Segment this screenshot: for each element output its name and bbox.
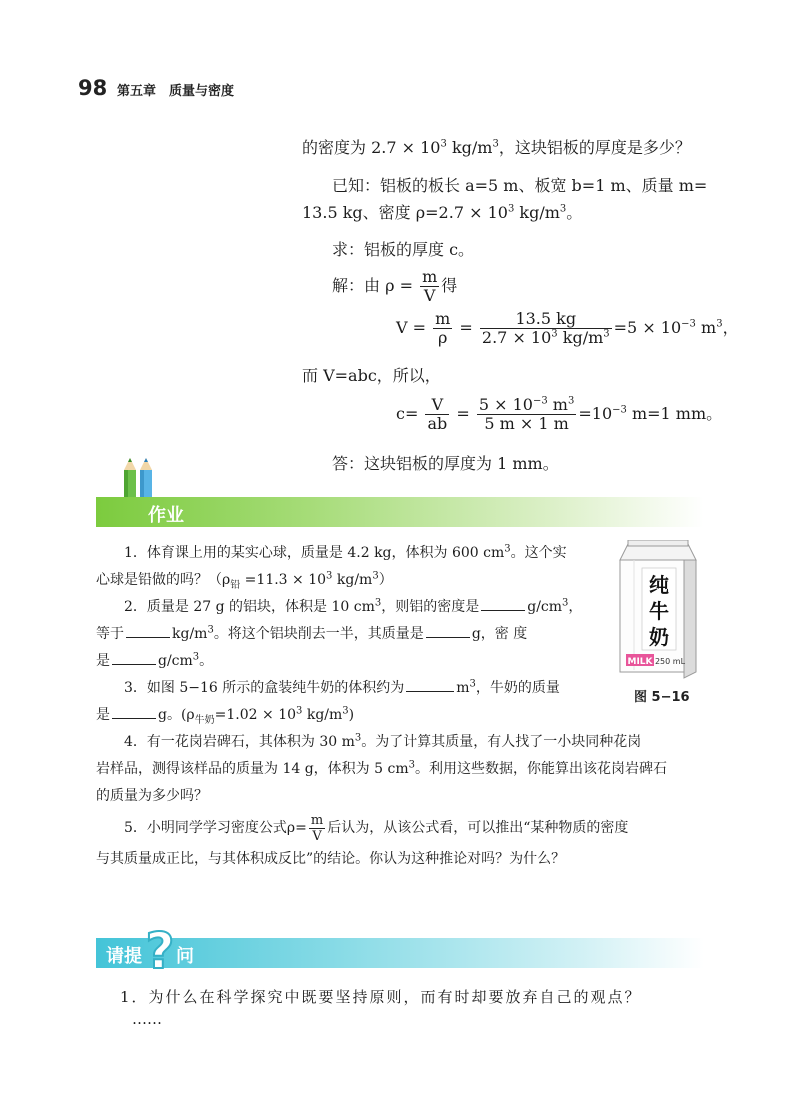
answer-blank[interactable] (112, 705, 156, 719)
homework-title: 作业 (148, 505, 184, 526)
carton-brand: MILK (627, 657, 653, 667)
ask-title-b: 问 (176, 946, 194, 967)
question-1: 1．体育课上用的某实心球，质量是 4.2 kg，体积为 600 $cm^3$。这个实 (124, 543, 567, 561)
homework-list (96, 540, 700, 873)
answer-blank[interactable] (406, 678, 454, 692)
question-4: 4．有一花岗岩碑石，其体积为 30 $m^3$。为了计算其质量，有人找了一小块同种花岗 (124, 732, 642, 750)
example-answer: 答：这块铝板的厚度为 1 mm。 (332, 454, 559, 473)
answer-blank[interactable] (426, 624, 470, 638)
carton-char-3: 奶 (649, 625, 669, 649)
question-5-cont: 与其质量成正比，与其体积成反比”的结论。你认为这种推论对吗？为什么？ (96, 851, 566, 867)
carton-char-1: 纯 (649, 573, 669, 597)
example-find: 求：铝板的厚度 c。 (332, 240, 475, 259)
answer-blank[interactable] (481, 597, 525, 611)
question-3-cont: 是 g。($\rho_{牛奶}=1.02 \times 10^3$ $kg/m^3$) (96, 705, 355, 726)
example-given-a: 已知：铝板的板长 a=5 m、板宽 b=1 m、质量 m= (332, 176, 708, 195)
answer-blank[interactable] (126, 624, 170, 638)
example-line-1: 的密度为 $2.7 \times 10^3$ $kg/m^3$，这块铝板的厚度是多少？ (302, 138, 691, 157)
equation-thickness: c= $\frac{V}{ab}$ = $\frac{5 \times 10^{-3} m^3}{5 m \times 1 m}$ $=10^{-3}$ m=1 mm。 (396, 395, 723, 433)
example-and: 而 V=abc，所以， (302, 366, 441, 385)
svg-text:?: ? (145, 922, 175, 976)
question-1-cont: 心球是铅做的吗？（$\rho_铅 =11.3 \times 10^3$ $kg/m^3$） (96, 570, 393, 591)
chapter-title: 第五章 质量与密度 (117, 84, 235, 99)
example-solve: 解：由 ρ = $\frac{m}{V}$ 得 (332, 267, 458, 305)
ask-question-1: 1．为什么在科学探究中既要坚持原则，而有时却要放弃自己的观点？ (120, 988, 642, 1006)
question-mark-icon (142, 922, 178, 976)
question-2: 2．质量是 27 g 的铝块，体积是 10 $cm^3$，则铝的密度是 $g/cm^3$， (124, 597, 583, 615)
figure-caption: 图 5−16 (634, 690, 690, 705)
equation-volume: V = $\frac{m}{\rho}$ = $\frac{13.5 kg}{2.7 \times 10^3 kg/m^3}$ $=5 \times 10^{-3}$ $m^3$， (396, 309, 739, 347)
question-2-cont: 等于 $kg/m^3$。将这个铝块削去一半，其质量是 g，密 度 (96, 624, 528, 642)
page-number: 98 (78, 76, 108, 100)
question-3: 3．如图 5−16 所示的盒装纯牛奶的体积约为 $m^3$，牛奶的质量 (124, 678, 560, 696)
ask-ellipsis: …… (132, 1010, 162, 1028)
answer-blank[interactable] (112, 651, 156, 665)
carton-volume: 250 mL (654, 657, 686, 666)
homework-header-bar (96, 497, 704, 527)
ask-title-a: 请提 (106, 946, 142, 967)
fraction-m-over-v: $\frac{m}{V}$ (422, 267, 438, 305)
question-5: 5．小明同学学习密度公式ρ= $\frac{m}{V}$ 后认为，从该公式看，可以推出“某种物质的密度 (124, 812, 629, 844)
milk-carton-illustration (616, 540, 700, 680)
question-4-cont: 岩样品，测得该样品的质量为 14 g，体积为 5 $cm^3$。利用这些数据，你能算出该花岗岩碑石 (96, 759, 667, 777)
carton-char-2: 牛 (649, 599, 669, 623)
question-2-end: 是 $g/cm^3$。 (96, 651, 214, 669)
example-given-b: 13.5 kg、密度 $\rho=2.7 \times 10^3$ $kg/m^3$。 (302, 203, 583, 222)
question-4-end: 的质量为多少吗？ (96, 788, 208, 804)
